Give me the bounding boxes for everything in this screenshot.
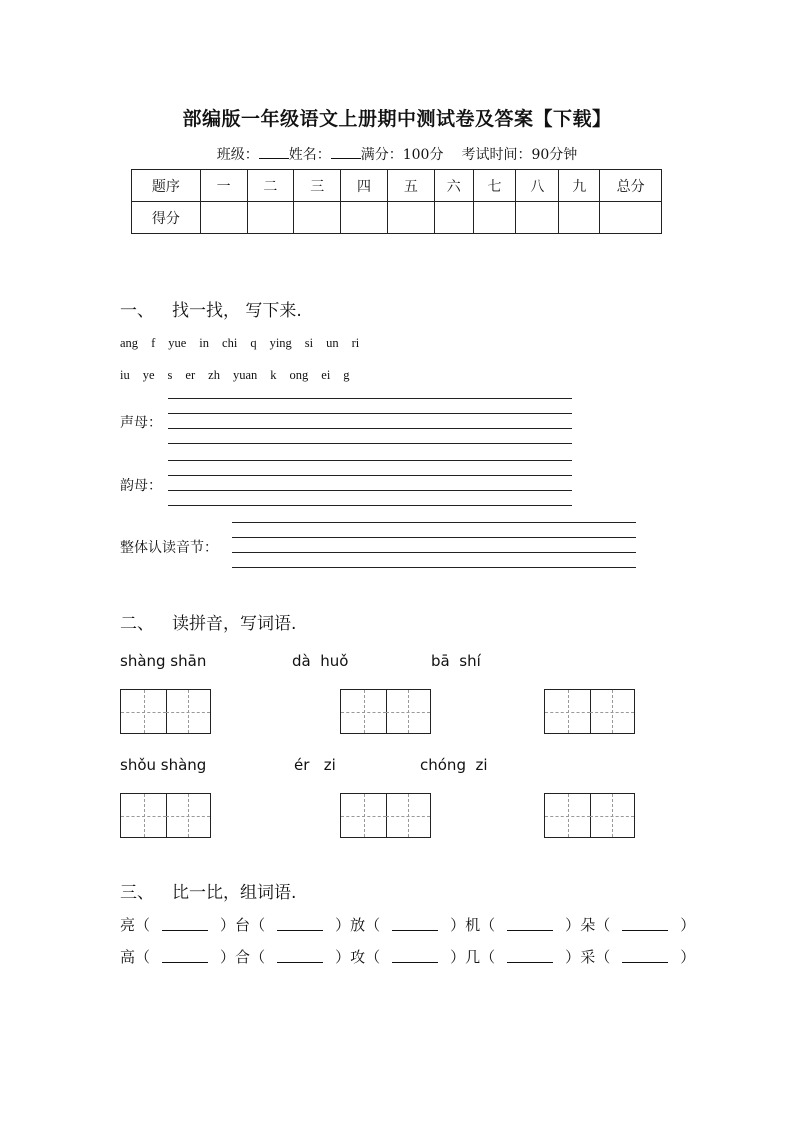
- answer-blank[interactable]: [380, 948, 450, 966]
- yunmu-line[interactable]: [168, 475, 572, 476]
- shengmu-line[interactable]: [168, 413, 572, 414]
- header-cell: 六: [434, 170, 473, 202]
- char-item: [235, 946, 350, 967]
- score-table-header-row: [132, 170, 662, 202]
- pinyin-word: chóng zi: [420, 756, 488, 774]
- pinyin-item: ying: [269, 336, 292, 350]
- section3-heading: [120, 878, 296, 903]
- open-paren: （: [250, 948, 266, 966]
- name-label: 姓名：: [288, 147, 331, 163]
- char: 朵: [580, 916, 596, 934]
- pinyin-item: in: [199, 336, 210, 350]
- char-item: [580, 914, 695, 935]
- compare-row-1: [120, 914, 695, 935]
- close-paren: ）: [565, 916, 581, 934]
- shengmu-line[interactable]: [168, 398, 572, 399]
- pinyin-item: si: [304, 336, 314, 350]
- score-cell[interactable]: [516, 202, 559, 234]
- char: 放: [350, 916, 366, 934]
- zhengti-label: 整体认读音节：: [120, 540, 218, 556]
- open-paren: （: [480, 916, 496, 934]
- open-paren: （: [250, 916, 266, 934]
- section1-number: 一、: [120, 301, 154, 321]
- pinyin-item: chi: [222, 336, 238, 350]
- close-paren: ）: [335, 916, 351, 934]
- exam-time: 考试时间：90分钟: [461, 147, 578, 163]
- char-item: [350, 914, 465, 935]
- pinyin-item: q: [250, 336, 257, 350]
- yunmu-label: 韵母：: [120, 478, 162, 494]
- compare-row-2: [120, 946, 695, 967]
- exam-info: [0, 144, 794, 164]
- header-cell: 七: [473, 170, 516, 202]
- char: 采: [580, 948, 596, 966]
- pinyin-item: yuan: [232, 368, 258, 382]
- pinyin-word: bā shí: [431, 652, 481, 670]
- answer-blank[interactable]: [610, 916, 680, 934]
- open-paren: （: [135, 916, 151, 934]
- close-paren: ）: [565, 948, 581, 966]
- open-paren: （: [480, 948, 496, 966]
- header-cell: 二: [247, 170, 294, 202]
- section2-title: 读拼音，写词语.: [172, 614, 297, 634]
- header-cell: 一: [200, 170, 247, 202]
- pinyin-word: shǒu shàng: [120, 756, 207, 774]
- zhengti-line[interactable]: [232, 522, 636, 523]
- pinyin-item: yue: [168, 336, 187, 350]
- answer-blank[interactable]: [150, 948, 220, 966]
- writing-grid[interactable]: [120, 793, 211, 838]
- char-item: [350, 946, 465, 967]
- open-paren: （: [365, 916, 381, 934]
- writing-grid[interactable]: [544, 689, 635, 734]
- score-table: [131, 169, 662, 234]
- char-item: [465, 946, 580, 967]
- section3-number: 三、: [120, 883, 154, 903]
- header-cell: 三: [294, 170, 341, 202]
- close-paren: ）: [450, 916, 466, 934]
- shengmu-line[interactable]: [168, 443, 572, 444]
- answer-blank[interactable]: [495, 948, 565, 966]
- close-paren: ）: [220, 916, 236, 934]
- pinyin-word: shàng shān: [120, 652, 207, 670]
- char: 高: [120, 948, 136, 966]
- answer-blank[interactable]: [610, 948, 680, 966]
- yunmu-line[interactable]: [168, 490, 572, 491]
- open-paren: （: [135, 948, 151, 966]
- score-cell[interactable]: [473, 202, 516, 234]
- score-cell[interactable]: [200, 202, 247, 234]
- class-blank[interactable]: [259, 146, 289, 159]
- pinyin-line-2: [120, 368, 363, 383]
- pinyin-item: ye: [142, 368, 155, 382]
- score-cell[interactable]: [434, 202, 473, 234]
- pinyin-line-1: [120, 336, 372, 351]
- close-paren: ）: [680, 948, 696, 966]
- header-cell: 总分: [600, 170, 662, 202]
- zhengti-line[interactable]: [232, 552, 636, 553]
- char: 机: [465, 916, 481, 934]
- char-item: [120, 946, 235, 967]
- pinyin-item: er: [185, 368, 196, 382]
- section1-heading: [120, 296, 302, 321]
- char-item: [580, 946, 695, 967]
- char-item: [465, 914, 580, 935]
- writing-grid[interactable]: [340, 793, 431, 838]
- answer-blank[interactable]: [150, 916, 220, 934]
- pinyin-word: dà huǒ: [292, 652, 349, 670]
- class-label: 班级：: [216, 147, 259, 163]
- answer-blank[interactable]: [265, 916, 335, 934]
- header-cell: 题序: [132, 170, 201, 202]
- char: 亮: [120, 916, 136, 934]
- close-paren: ）: [220, 948, 236, 966]
- zhengti-line[interactable]: [232, 537, 636, 538]
- pinyin-item: f: [151, 336, 156, 350]
- pinyin-item: iu: [120, 368, 130, 382]
- score-cell[interactable]: [294, 202, 341, 234]
- answer-blank[interactable]: [495, 916, 565, 934]
- row-label: 得分: [132, 202, 201, 234]
- close-paren: ）: [450, 948, 466, 966]
- score-cell[interactable]: [600, 202, 662, 234]
- pinyin-item: ang: [120, 336, 139, 350]
- shengmu-label: 声母：: [120, 415, 162, 431]
- header-cell: 五: [387, 170, 434, 202]
- page-title: 部编版一年级语文上册期中测试卷及答案【下载】: [182, 108, 612, 130]
- yunmu-line[interactable]: [168, 460, 572, 461]
- yunmu-line[interactable]: [168, 505, 572, 506]
- zhengti-line[interactable]: [232, 567, 636, 568]
- char-item: [120, 914, 235, 935]
- pinyin-word: ér zi: [294, 756, 336, 774]
- shengmu-line[interactable]: [168, 428, 572, 429]
- char: 几: [465, 948, 481, 966]
- answer-blank[interactable]: [265, 948, 335, 966]
- pinyin-item: ri: [351, 336, 360, 350]
- char: 攻: [350, 948, 366, 966]
- full-score: 满分：100分: [360, 147, 444, 163]
- pinyin-item: ong: [289, 368, 309, 382]
- char: 台: [235, 916, 251, 934]
- section2-number: 二、: [120, 614, 154, 634]
- pinyin-item: s: [167, 368, 173, 382]
- answer-blank[interactable]: [380, 916, 450, 934]
- open-paren: （: [595, 916, 611, 934]
- score-cell[interactable]: [559, 202, 600, 234]
- pinyin-item: ei: [321, 368, 331, 382]
- section1-title: 找一找， 写下来.: [172, 301, 302, 321]
- pinyin-item: g: [343, 368, 350, 382]
- open-paren: （: [365, 948, 381, 966]
- close-paren: ）: [680, 916, 696, 934]
- section2-heading: [120, 609, 296, 634]
- pinyin-item: k: [270, 368, 277, 382]
- score-cell[interactable]: [341, 202, 388, 234]
- pinyin-item: un: [326, 336, 339, 350]
- header-cell: 四: [341, 170, 388, 202]
- header-cell: 九: [559, 170, 600, 202]
- writing-grid[interactable]: [340, 689, 431, 734]
- writing-grid[interactable]: [120, 689, 211, 734]
- close-paren: ）: [335, 948, 351, 966]
- section3-title: 比一比，组词语.: [172, 883, 297, 903]
- char: 合: [235, 948, 251, 966]
- score-table-score-row: [132, 202, 662, 234]
- writing-grid[interactable]: [544, 793, 635, 838]
- pinyin-item: zh: [208, 368, 220, 382]
- score-cell[interactable]: [247, 202, 294, 234]
- char-item: [235, 914, 350, 935]
- name-blank[interactable]: [331, 146, 361, 159]
- score-cell[interactable]: [387, 202, 434, 234]
- open-paren: （: [595, 948, 611, 966]
- header-cell: 八: [516, 170, 559, 202]
